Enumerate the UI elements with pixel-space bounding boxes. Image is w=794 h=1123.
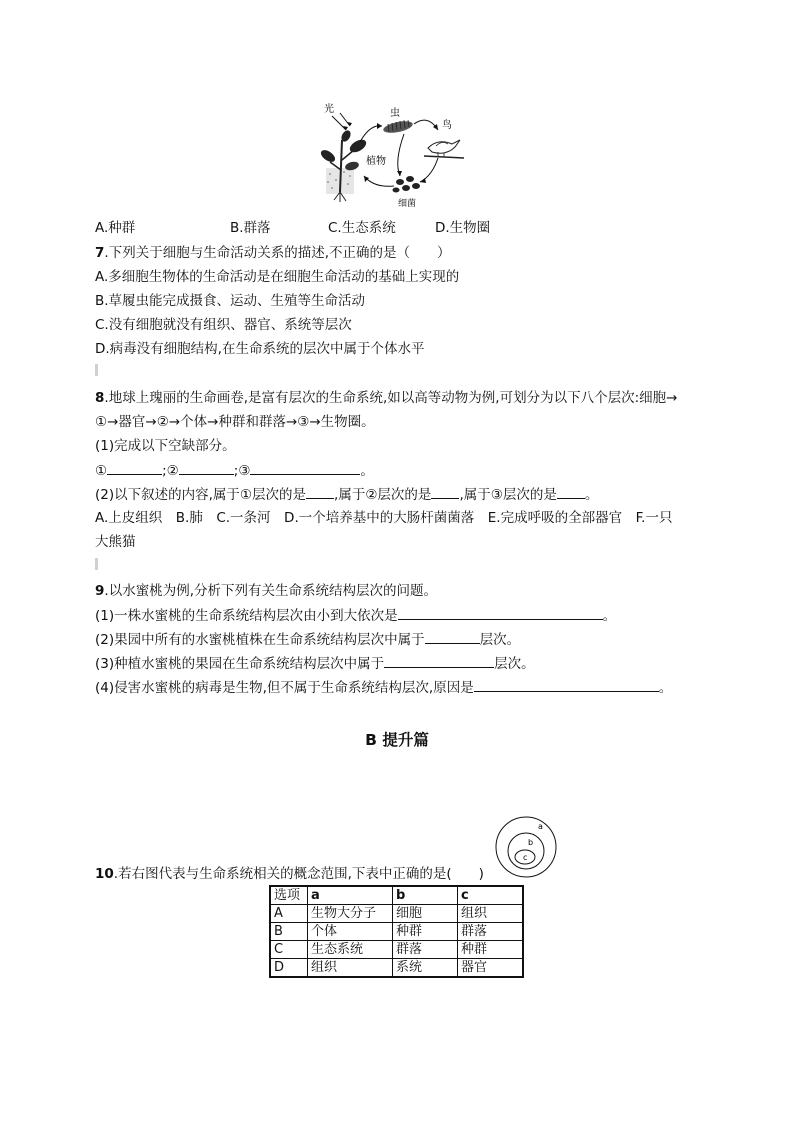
table-row[interactable] [270, 923, 523, 941]
q8-options-line1: A.上皮组织 B.肺 C.一条河 D.一个培养基中的大肠杆菌菌落 E.完成呼吸的全部器官 F.一只 [95, 510, 673, 526]
q9-number: 9 [95, 583, 105, 599]
table-cell: A [270, 905, 308, 923]
table-cell: 生物大分子 [308, 905, 393, 923]
table-cell: 群落 [393, 941, 458, 959]
q8-part2-c: ,属于③层次的是 [459, 487, 557, 503]
separator-mark [95, 558, 98, 570]
q9-p1-blank[interactable] [398, 606, 603, 620]
q7-stem-text: .下列关于细胞与生命活动关系的描述,不正确的是（ ） [104, 245, 451, 261]
q9-p2-end: 层次。 [479, 632, 521, 648]
q8-number: 8 [95, 390, 105, 406]
q9-p3-blank[interactable] [384, 654, 494, 668]
q8-blank3[interactable] [250, 461, 360, 475]
q10-number: 10 [95, 866, 114, 882]
table-cell: 细胞 [393, 905, 458, 923]
table-header-cell: b [393, 886, 458, 905]
q8-part2-blank2[interactable] [431, 485, 459, 499]
insect-label: 虫 [390, 108, 400, 119]
q10-table [269, 885, 524, 978]
table-row[interactable] [270, 959, 523, 978]
q9-p3-text: (3)种植水蜜桃的果园在生命系统结构层次中属于 [95, 656, 385, 672]
light-label: 光 [324, 104, 334, 115]
q7-number: 7 [95, 245, 105, 261]
q7-stem [95, 244, 451, 262]
bird-label: 鸟 [442, 120, 452, 131]
circle-label-c: c [523, 853, 528, 862]
table-cell: B [270, 923, 308, 941]
q8-blank1[interactable] [107, 461, 162, 475]
table-cell: 组织 [308, 959, 393, 978]
q8-options-line2: 大熊猫 [95, 534, 136, 550]
q8-part1: (1)完成以下空缺部分。 [95, 438, 236, 454]
q10-stem [95, 865, 484, 883]
q8-blank2-label: ;② [162, 463, 179, 479]
bird-icon [424, 140, 464, 158]
q8-part2-blank3[interactable] [557, 485, 585, 499]
table-header-row [270, 886, 523, 905]
q8-part2-a: (2)以下叙述的内容,属于①层次的是 [95, 487, 307, 503]
q9-part1 [95, 606, 616, 625]
table-header-cell: a [308, 886, 393, 905]
q6-option-c[interactable]: C.生态系统 [328, 220, 396, 236]
q9-p4-text: (4)侵害水蜜桃的病毒是生物,但不属于生命系统结构层次,原因是 [95, 680, 474, 696]
circle-label-a: a [538, 822, 543, 831]
q8-blank1-label: ① [95, 463, 108, 479]
q9-part2 [95, 630, 520, 649]
q9-p4-blank[interactable] [474, 678, 659, 692]
table-cell: C [270, 941, 308, 959]
q6-option-d[interactable]: D.生物圈 [435, 220, 491, 236]
table-cell: 种群 [458, 941, 524, 959]
q8-part2-b: ,属于②层次的是 [334, 487, 432, 503]
q8-stem-line1 [95, 389, 677, 407]
concentric-circles-diagram [494, 815, 558, 879]
q8-blank2[interactable] [179, 461, 234, 475]
food-web-diagram [320, 100, 470, 212]
separator-mark [95, 364, 98, 376]
q9-p4-end: 。 [658, 680, 673, 696]
plant-label: 植物 [366, 156, 386, 167]
q9-part4 [95, 678, 672, 697]
q9-p2-blank[interactable] [425, 630, 480, 644]
q7-option-d[interactable]: D.病毒没有细胞结构,在生命系统的层次中属于个体水平 [95, 341, 425, 357]
q8-stem-line2: ①→器官→②→个体→种群和群落→③→生物圈。 [95, 414, 375, 430]
q6-option-b[interactable]: B.群落 [230, 220, 271, 236]
table-cell: D [270, 959, 308, 978]
bacteria-label: 细菌 [398, 199, 417, 209]
table-cell: 组织 [458, 905, 524, 923]
table-cell: 生态系统 [308, 941, 393, 959]
insect-icon [382, 119, 413, 135]
q8-part2 [95, 485, 598, 504]
table-cell: 系统 [393, 959, 458, 978]
q9-p2-text: (2)果园中所有的水蜜桃植株在生命系统结构层次中属于 [95, 632, 425, 648]
table-header-cell: 选项 [270, 886, 308, 905]
section-b-title: B 提升篇 [365, 731, 429, 749]
q7-option-a[interactable]: A.多细胞生物体的生命活动是在细胞生命活动的基础上实现的 [95, 269, 460, 285]
q7-option-c[interactable]: C.没有细胞就没有组织、器官、系统等层次 [95, 317, 352, 333]
q9-stem-text: .以水蜜桃为例,分析下列有关生命系统结构层次的问题。 [104, 583, 437, 599]
table-cell: 个体 [308, 923, 393, 941]
table-cell: 器官 [458, 959, 524, 978]
circle-label-b: b [528, 838, 534, 847]
q8-blanks-end: 。 [360, 463, 374, 479]
q9-stem [95, 582, 437, 600]
q10-stem-text: .若右图代表与生命系统相关的概念范围,下表中正确的是( ) [113, 866, 484, 882]
table-cell: 群落 [458, 923, 524, 941]
q9-part3 [95, 654, 535, 673]
bacteria-icon [393, 176, 421, 193]
q9-p1-end: 。 [602, 608, 617, 624]
table-header-cell: c [458, 886, 524, 905]
q6-option-a[interactable]: A.种群 [95, 220, 136, 236]
q9-p1-text: (1)一株水蜜桃的生命系统结构层次由小到大依次是 [95, 608, 398, 624]
table-row[interactable] [270, 905, 523, 923]
q8-blanks-line [95, 461, 374, 480]
q8-stem-text: .地球上瑰丽的生命画卷,是富有层次的生命系统,如以高等动物为例,可划分为以下八个层次:细胞→ [104, 390, 678, 406]
q6-options [95, 219, 490, 237]
q8-blank3-label: ;③ [233, 463, 251, 479]
table-cell: 种群 [393, 923, 458, 941]
q8-part2-blank1[interactable] [306, 485, 334, 499]
q7-option-b[interactable]: B.草履虫能完成摄食、运动、生殖等生命活动 [95, 293, 366, 309]
table-row[interactable] [270, 941, 523, 959]
q9-p3-end: 层次。 [494, 656, 535, 672]
q8-part2-end: 。 [584, 487, 599, 503]
